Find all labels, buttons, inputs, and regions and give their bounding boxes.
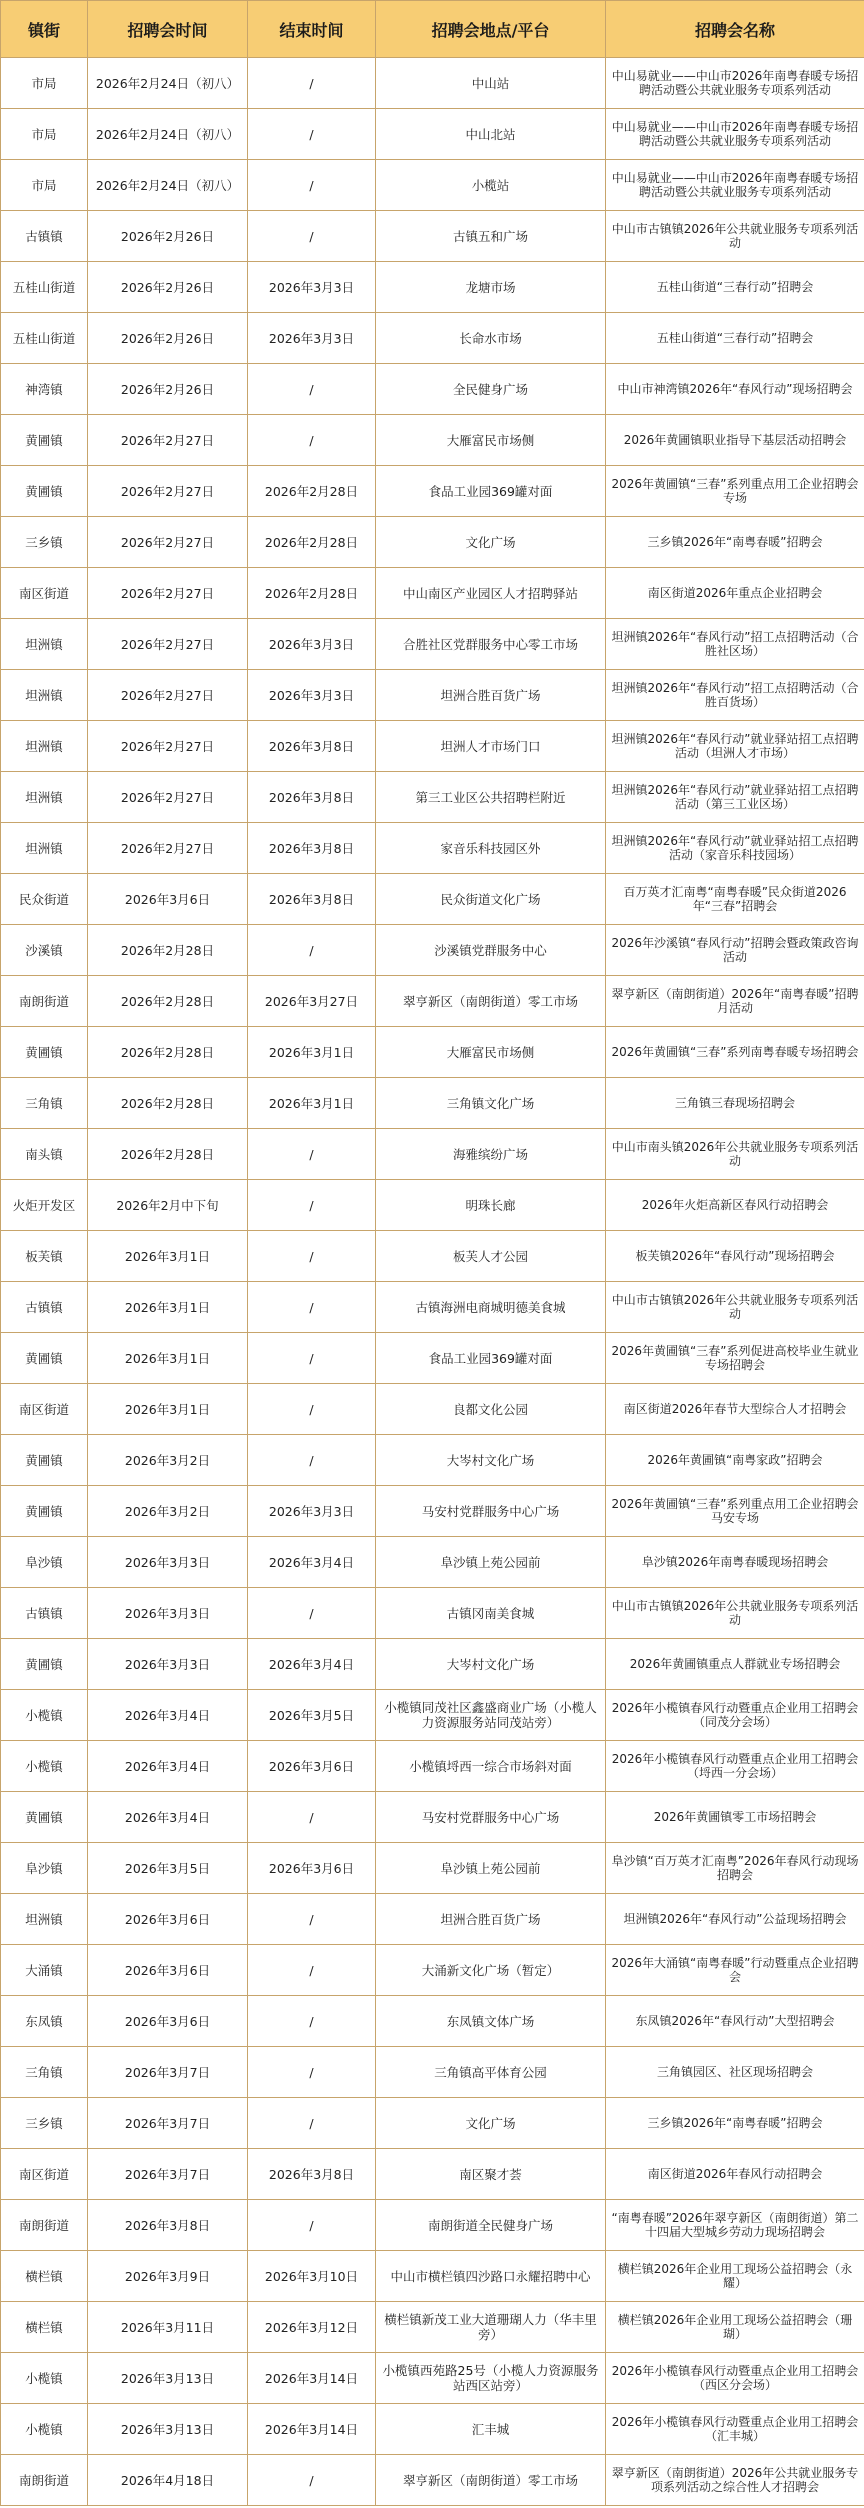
cell-venue: 中山南区产业园区人才招聘驿站 bbox=[376, 568, 606, 619]
cell-town: 坦洲镇 bbox=[1, 772, 88, 823]
cell-town: 小榄镇 bbox=[1, 1690, 88, 1741]
table-row bbox=[1, 2251, 864, 2302]
cell-start-time: 2026年2月27日 bbox=[88, 466, 248, 517]
cell-fair-name: 翠亨新区（南朗街道）2026年公共就业服务专项系列活动之综合性人才招聘会 bbox=[606, 2455, 864, 2506]
cell-venue: 海雅缤纷广场 bbox=[376, 1129, 606, 1180]
cell-fair-name: 2026年黄圃镇“三春”系列重点用工企业招聘会马安专场 bbox=[606, 1486, 864, 1537]
cell-town: 小榄镇 bbox=[1, 1741, 88, 1792]
table-row bbox=[1, 619, 864, 670]
cell-town: 三角镇 bbox=[1, 2047, 88, 2098]
cell-venue: 南区聚才荟 bbox=[376, 2149, 606, 2200]
cell-start-time: 2026年2月27日 bbox=[88, 568, 248, 619]
cell-venue: 文化广场 bbox=[376, 517, 606, 568]
table-row bbox=[1, 670, 864, 721]
table-row bbox=[1, 1639, 864, 1690]
cell-town: 阜沙镇 bbox=[1, 1843, 88, 1894]
cell-venue: 坦洲合胜百货广场 bbox=[376, 1894, 606, 1945]
cell-end-time: / bbox=[248, 160, 376, 211]
cell-end-time: / bbox=[248, 1333, 376, 1384]
cell-end-time: / bbox=[248, 1180, 376, 1231]
cell-fair-name: 2026年小榄镇春风行动暨重点企业用工招聘会（汇丰城） bbox=[606, 2404, 864, 2455]
cell-town: 火炬开发区 bbox=[1, 1180, 88, 1231]
cell-venue: 古镇冈南美食城 bbox=[376, 1588, 606, 1639]
cell-end-time: 2026年3月6日 bbox=[248, 1843, 376, 1894]
cell-end-time: / bbox=[248, 1384, 376, 1435]
cell-start-time: 2026年3月2日 bbox=[88, 1435, 248, 1486]
table-row bbox=[1, 823, 864, 874]
cell-start-time: 2026年3月6日 bbox=[88, 1894, 248, 1945]
cell-fair-name: 2026年沙溪镇“春风行动”招聘会暨政策政咨询活动 bbox=[606, 925, 864, 976]
table-row bbox=[1, 211, 864, 262]
cell-start-time: 2026年3月2日 bbox=[88, 1486, 248, 1537]
cell-end-time: 2026年3月3日 bbox=[248, 1486, 376, 1537]
cell-town: 横栏镇 bbox=[1, 2302, 88, 2353]
cell-fair-name: 中山市南头镇2026年公共就业服务专项系列活动 bbox=[606, 1129, 864, 1180]
cell-fair-name: 三角镇三春现场招聘会 bbox=[606, 1078, 864, 1129]
table-row bbox=[1, 1180, 864, 1231]
cell-start-time: 2026年3月3日 bbox=[88, 1537, 248, 1588]
cell-start-time: 2026年3月7日 bbox=[88, 2149, 248, 2200]
table-row bbox=[1, 1282, 864, 1333]
table-row bbox=[1, 1792, 864, 1843]
cell-start-time: 2026年3月13日 bbox=[88, 2404, 248, 2455]
cell-venue: 小榄站 bbox=[376, 160, 606, 211]
cell-town: 板芙镇 bbox=[1, 1231, 88, 1282]
cell-start-time: 2026年2月26日 bbox=[88, 262, 248, 313]
cell-town: 坦洲镇 bbox=[1, 1894, 88, 1945]
cell-fair-name: 坦洲镇2026年“春风行动”公益现场招聘会 bbox=[606, 1894, 864, 1945]
cell-fair-name: 2026年大涌镇“南粤春暖”行动暨重点企业招聘会 bbox=[606, 1945, 864, 1996]
cell-start-time: 2026年3月6日 bbox=[88, 874, 248, 925]
cell-start-time: 2026年2月27日 bbox=[88, 823, 248, 874]
cell-fair-name: 坦洲镇2026年“春风行动”就业驿站招工点招聘活动（家音乐科技园场） bbox=[606, 823, 864, 874]
cell-end-time: / bbox=[248, 2047, 376, 2098]
cell-start-time: 2026年3月1日 bbox=[88, 1333, 248, 1384]
cell-start-time: 2026年3月7日 bbox=[88, 2047, 248, 2098]
cell-start-time: 2026年3月6日 bbox=[88, 1945, 248, 1996]
table-row bbox=[1, 1690, 864, 1741]
cell-town: 五桂山街道 bbox=[1, 262, 88, 313]
cell-fair-name: 三角镇园区、社区现场招聘会 bbox=[606, 2047, 864, 2098]
cell-venue: 中山市横栏镇四沙路口永耀招聘中心 bbox=[376, 2251, 606, 2302]
cell-town: 南区街道 bbox=[1, 2149, 88, 2200]
cell-town: 黄圃镇 bbox=[1, 1027, 88, 1078]
cell-end-time: / bbox=[248, 1945, 376, 1996]
cell-venue: 民众街道文化广场 bbox=[376, 874, 606, 925]
cell-venue: 中山北站 bbox=[376, 109, 606, 160]
cell-end-time: / bbox=[248, 2098, 376, 2149]
cell-town: 坦洲镇 bbox=[1, 670, 88, 721]
cell-fair-name: 中山市古镇镇2026年公共就业服务专项系列活动 bbox=[606, 211, 864, 262]
cell-venue: 马安村党群服务中心广场 bbox=[376, 1486, 606, 1537]
cell-venue: 坦洲人才市场门口 bbox=[376, 721, 606, 772]
cell-start-time: 2026年2月27日 bbox=[88, 772, 248, 823]
cell-fair-name: 2026年黄圃镇“南粤家政”招聘会 bbox=[606, 1435, 864, 1486]
cell-start-time: 2026年3月11日 bbox=[88, 2302, 248, 2353]
cell-start-time: 2026年2月中下旬 bbox=[88, 1180, 248, 1231]
table-row bbox=[1, 1231, 864, 1282]
table-row bbox=[1, 1486, 864, 1537]
cell-start-time: 2026年3月5日 bbox=[88, 1843, 248, 1894]
cell-end-time: 2026年3月4日 bbox=[248, 1639, 376, 1690]
cell-start-time: 2026年3月1日 bbox=[88, 1384, 248, 1435]
cell-venue: 龙塘市场 bbox=[376, 262, 606, 313]
cell-start-time: 2026年3月4日 bbox=[88, 1690, 248, 1741]
cell-start-time: 2026年2月24日（初八） bbox=[88, 160, 248, 211]
cell-fair-name: 中山市古镇镇2026年公共就业服务专项系列活动 bbox=[606, 1588, 864, 1639]
cell-venue: 文化广场 bbox=[376, 2098, 606, 2149]
table-row bbox=[1, 1384, 864, 1435]
cell-venue: 沙溪镇党群服务中心 bbox=[376, 925, 606, 976]
cell-town: 古镇镇 bbox=[1, 1588, 88, 1639]
cell-start-time: 2026年2月28日 bbox=[88, 976, 248, 1027]
cell-town: 黄圃镇 bbox=[1, 1333, 88, 1384]
cell-start-time: 2026年3月13日 bbox=[88, 2353, 248, 2404]
cell-fair-name: 坦洲镇2026年“春风行动”招工点招聘活动（合胜百货场） bbox=[606, 670, 864, 721]
cell-fair-name: 2026年黄圃镇重点人群就业专场招聘会 bbox=[606, 1639, 864, 1690]
cell-venue: 古镇海洲电商城明德美食城 bbox=[376, 1282, 606, 1333]
cell-end-time: / bbox=[248, 415, 376, 466]
cell-venue: 三角镇高平体育公园 bbox=[376, 2047, 606, 2098]
table-row bbox=[1, 1843, 864, 1894]
table-row bbox=[1, 1537, 864, 1588]
cell-fair-name: 2026年火炬高新区春风行动招聘会 bbox=[606, 1180, 864, 1231]
table-row bbox=[1, 2353, 864, 2404]
cell-fair-name: 2026年小榄镇春风行动暨重点企业用工招聘会（同茂分会场） bbox=[606, 1690, 864, 1741]
cell-town: 三乡镇 bbox=[1, 2098, 88, 2149]
cell-fair-name: 2026年黄圃镇“三春”系列南粤春暖专场招聘会 bbox=[606, 1027, 864, 1078]
cell-end-time: / bbox=[248, 211, 376, 262]
cell-end-time: 2026年3月10日 bbox=[248, 2251, 376, 2302]
cell-start-time: 2026年2月28日 bbox=[88, 1129, 248, 1180]
table-row bbox=[1, 313, 864, 364]
table-row bbox=[1, 58, 864, 109]
header-start-time: 招聘会时间 bbox=[88, 1, 248, 58]
table-row bbox=[1, 1894, 864, 1945]
cell-start-time: 2026年2月24日（初八） bbox=[88, 109, 248, 160]
cell-end-time: 2026年3月6日 bbox=[248, 1741, 376, 1792]
cell-town: 小榄镇 bbox=[1, 2404, 88, 2455]
cell-start-time: 2026年3月7日 bbox=[88, 2098, 248, 2149]
table-row bbox=[1, 1078, 864, 1129]
table-row bbox=[1, 517, 864, 568]
cell-fair-name: 翠亨新区（南朗街道）2026年“南粤春暖”招聘月活动 bbox=[606, 976, 864, 1027]
cell-end-time: 2026年3月8日 bbox=[248, 2149, 376, 2200]
cell-end-time: 2026年3月1日 bbox=[248, 1078, 376, 1129]
cell-start-time: 2026年2月24日（初八） bbox=[88, 58, 248, 109]
table-row bbox=[1, 721, 864, 772]
cell-venue: 大岑村文化广场 bbox=[376, 1435, 606, 1486]
cell-fair-name: 中山市古镇镇2026年公共就业服务专项系列活动 bbox=[606, 1282, 864, 1333]
cell-venue: 大涌新文化广场（暂定） bbox=[376, 1945, 606, 1996]
table-row bbox=[1, 2149, 864, 2200]
cell-venue: 小榄镇西苑路25号（小榄人力资源服务站西区站旁） bbox=[376, 2353, 606, 2404]
table-row bbox=[1, 364, 864, 415]
cell-start-time: 2026年3月1日 bbox=[88, 1282, 248, 1333]
table-row bbox=[1, 772, 864, 823]
cell-venue: 三角镇文化广场 bbox=[376, 1078, 606, 1129]
cell-end-time: 2026年3月1日 bbox=[248, 1027, 376, 1078]
table-row bbox=[1, 1996, 864, 2047]
cell-town: 黄圃镇 bbox=[1, 466, 88, 517]
cell-end-time: / bbox=[248, 1435, 376, 1486]
cell-town: 黄圃镇 bbox=[1, 1486, 88, 1537]
cell-end-time: / bbox=[248, 2455, 376, 2506]
cell-venue: 翠亨新区（南朗街道）零工市场 bbox=[376, 976, 606, 1027]
table-row bbox=[1, 925, 864, 976]
cell-fair-name: 南区街道2026年春风行动招聘会 bbox=[606, 2149, 864, 2200]
cell-end-time: 2026年3月8日 bbox=[248, 721, 376, 772]
table-row bbox=[1, 1588, 864, 1639]
table-row bbox=[1, 2098, 864, 2149]
cell-end-time: 2026年3月3日 bbox=[248, 262, 376, 313]
cell-fair-name: 板芙镇2026年“春风行动”现场招聘会 bbox=[606, 1231, 864, 1282]
cell-town: 东凤镇 bbox=[1, 1996, 88, 2047]
cell-town: 南区街道 bbox=[1, 1384, 88, 1435]
cell-fair-name: 南区街道2026年重点企业招聘会 bbox=[606, 568, 864, 619]
cell-town: 南朗街道 bbox=[1, 2455, 88, 2506]
table-row bbox=[1, 1129, 864, 1180]
cell-venue: 南朗街道全民健身广场 bbox=[376, 2200, 606, 2251]
cell-fair-name: 中山易就业——中山市2026年南粤春暖专场招聘活动暨公共就业服务专项系列活动 bbox=[606, 109, 864, 160]
table-row bbox=[1, 1945, 864, 1996]
cell-start-time: 2026年2月28日 bbox=[88, 925, 248, 976]
cell-town: 古镇镇 bbox=[1, 1282, 88, 1333]
cell-fair-name: 横栏镇2026年企业用工现场公益招聘会（永耀） bbox=[606, 2251, 864, 2302]
cell-fair-name: 坦洲镇2026年“春风行动”就业驿站招工点招聘活动（第三工业区场） bbox=[606, 772, 864, 823]
table-row bbox=[1, 2047, 864, 2098]
cell-end-time: / bbox=[248, 925, 376, 976]
cell-end-time: 2026年3月8日 bbox=[248, 772, 376, 823]
cell-venue: 汇丰城 bbox=[376, 2404, 606, 2455]
cell-end-time: / bbox=[248, 1231, 376, 1282]
cell-fair-name: 五桂山街道“三春行动”招聘会 bbox=[606, 262, 864, 313]
cell-end-time: 2026年3月3日 bbox=[248, 670, 376, 721]
cell-venue: 古镇五和广场 bbox=[376, 211, 606, 262]
cell-venue: 东凤镇文体广场 bbox=[376, 1996, 606, 2047]
cell-fair-name: 2026年小榄镇春风行动暨重点企业用工招聘会（西区分会场） bbox=[606, 2353, 864, 2404]
cell-start-time: 2026年3月9日 bbox=[88, 2251, 248, 2302]
table-row bbox=[1, 1741, 864, 1792]
cell-town: 坦洲镇 bbox=[1, 619, 88, 670]
cell-venue: 小榄镇埒西一综合市场斜对面 bbox=[376, 1741, 606, 1792]
cell-fair-name: 2026年黄圃镇“三春”系列重点用工企业招聘会专场 bbox=[606, 466, 864, 517]
cell-town: 大涌镇 bbox=[1, 1945, 88, 1996]
cell-town: 市局 bbox=[1, 160, 88, 211]
cell-town: 阜沙镇 bbox=[1, 1537, 88, 1588]
cell-venue: 横栏镇新茂工业大道珊瑚人力（华丰里旁） bbox=[376, 2302, 606, 2353]
cell-town: 黄圃镇 bbox=[1, 1639, 88, 1690]
cell-town: 市局 bbox=[1, 109, 88, 160]
cell-start-time: 2026年2月27日 bbox=[88, 619, 248, 670]
table-row bbox=[1, 466, 864, 517]
cell-fair-name: 三乡镇2026年“南粤春暖”招聘会 bbox=[606, 517, 864, 568]
cell-venue: 全民健身广场 bbox=[376, 364, 606, 415]
cell-end-time: / bbox=[248, 1894, 376, 1945]
cell-town: 黄圃镇 bbox=[1, 415, 88, 466]
cell-town: 三乡镇 bbox=[1, 517, 88, 568]
cell-fair-name: 中山易就业——中山市2026年南粤春暖专场招聘活动暨公共就业服务专项系列活动 bbox=[606, 58, 864, 109]
cell-end-time: 2026年2月28日 bbox=[248, 517, 376, 568]
table-row bbox=[1, 1027, 864, 1078]
cell-fair-name: 阜沙镇2026年南粤春暖现场招聘会 bbox=[606, 1537, 864, 1588]
table-header-row bbox=[1, 1, 864, 58]
cell-fair-name: “南粤春暖”2026年翠亨新区（南朗街道）第二十四届大型城乡劳动力现场招聘会 bbox=[606, 2200, 864, 2251]
cell-end-time: 2026年2月28日 bbox=[248, 466, 376, 517]
cell-venue: 合胜社区党群服务中心零工市场 bbox=[376, 619, 606, 670]
cell-start-time: 2026年2月27日 bbox=[88, 670, 248, 721]
cell-venue: 阜沙镇上苑公园前 bbox=[376, 1843, 606, 1894]
cell-town: 古镇镇 bbox=[1, 211, 88, 262]
header-venue: 招聘会地点/平台 bbox=[376, 1, 606, 58]
cell-end-time: / bbox=[248, 1792, 376, 1843]
cell-end-time: 2026年3月14日 bbox=[248, 2353, 376, 2404]
cell-start-time: 2026年3月6日 bbox=[88, 1996, 248, 2047]
table-row bbox=[1, 1435, 864, 1486]
cell-town: 市局 bbox=[1, 58, 88, 109]
cell-start-time: 2026年2月27日 bbox=[88, 721, 248, 772]
table-row bbox=[1, 160, 864, 211]
cell-venue: 坦洲合胜百货广场 bbox=[376, 670, 606, 721]
table-row bbox=[1, 262, 864, 313]
cell-venue: 家音乐科技园区外 bbox=[376, 823, 606, 874]
cell-fair-name: 南区街道2026年春节大型综合人才招聘会 bbox=[606, 1384, 864, 1435]
cell-start-time: 2026年3月1日 bbox=[88, 1231, 248, 1282]
header-town: 镇街 bbox=[1, 1, 88, 58]
cell-town: 小榄镇 bbox=[1, 2353, 88, 2404]
cell-fair-name: 横栏镇2026年企业用工现场公益招聘会（珊瑚） bbox=[606, 2302, 864, 2353]
table-row bbox=[1, 976, 864, 1027]
cell-start-time: 2026年3月3日 bbox=[88, 1588, 248, 1639]
cell-end-time: 2026年3月3日 bbox=[248, 313, 376, 364]
cell-end-time: / bbox=[248, 1996, 376, 2047]
cell-fair-name: 2026年黄圃镇职业指导下基层活动招聘会 bbox=[606, 415, 864, 466]
cell-fair-name: 2026年黄圃镇零工市场招聘会 bbox=[606, 1792, 864, 1843]
cell-start-time: 2026年2月26日 bbox=[88, 313, 248, 364]
header-end-time: 结束时间 bbox=[248, 1, 376, 58]
cell-town: 坦洲镇 bbox=[1, 823, 88, 874]
cell-fair-name: 2026年小榄镇春风行动暨重点企业用工招聘会（埒西一分会场） bbox=[606, 1741, 864, 1792]
cell-venue: 大雁富民市场侧 bbox=[376, 1027, 606, 1078]
cell-fair-name: 阜沙镇“百万英才汇南粤”2026年春风行动现场招聘会 bbox=[606, 1843, 864, 1894]
table-body bbox=[1, 58, 864, 2506]
cell-venue: 阜沙镇上苑公园前 bbox=[376, 1537, 606, 1588]
cell-fair-name: 2026年黄圃镇“三春”系列促进高校毕业生就业专场招聘会 bbox=[606, 1333, 864, 1384]
cell-town: 南区街道 bbox=[1, 568, 88, 619]
cell-venue: 板芙人才公园 bbox=[376, 1231, 606, 1282]
cell-end-time: 2026年3月8日 bbox=[248, 823, 376, 874]
cell-start-time: 2026年2月26日 bbox=[88, 211, 248, 262]
cell-start-time: 2026年2月28日 bbox=[88, 1078, 248, 1129]
header-fair-name: 招聘会名称 bbox=[606, 1, 864, 58]
cell-venue: 第三工业区公共招聘栏附近 bbox=[376, 772, 606, 823]
cell-end-time: 2026年3月4日 bbox=[248, 1537, 376, 1588]
cell-start-time: 2026年2月28日 bbox=[88, 1027, 248, 1078]
cell-end-time: / bbox=[248, 109, 376, 160]
cell-end-time: 2026年3月5日 bbox=[248, 1690, 376, 1741]
cell-end-time: 2026年3月8日 bbox=[248, 874, 376, 925]
cell-town: 坦洲镇 bbox=[1, 721, 88, 772]
cell-end-time: / bbox=[248, 1129, 376, 1180]
cell-town: 横栏镇 bbox=[1, 2251, 88, 2302]
cell-fair-name: 五桂山街道“三春行动”招聘会 bbox=[606, 313, 864, 364]
table-row bbox=[1, 568, 864, 619]
cell-venue: 食品工业园369罐对面 bbox=[376, 1333, 606, 1384]
cell-venue: 长命水市场 bbox=[376, 313, 606, 364]
table-row bbox=[1, 2455, 864, 2506]
cell-end-time: / bbox=[248, 58, 376, 109]
cell-venue: 马安村党群服务中心广场 bbox=[376, 1792, 606, 1843]
cell-end-time: 2026年3月3日 bbox=[248, 619, 376, 670]
cell-start-time: 2026年2月26日 bbox=[88, 364, 248, 415]
cell-fair-name: 中山易就业——中山市2026年南粤春暖专场招聘活动暨公共就业服务专项系列活动 bbox=[606, 160, 864, 211]
cell-venue: 大岑村文化广场 bbox=[376, 1639, 606, 1690]
table-row bbox=[1, 2404, 864, 2455]
cell-end-time: / bbox=[248, 1282, 376, 1333]
cell-start-time: 2026年2月27日 bbox=[88, 517, 248, 568]
cell-town: 南朗街道 bbox=[1, 2200, 88, 2251]
cell-start-time: 2026年3月4日 bbox=[88, 1741, 248, 1792]
cell-fair-name: 东凤镇2026年“春风行动”大型招聘会 bbox=[606, 1996, 864, 2047]
cell-town: 沙溪镇 bbox=[1, 925, 88, 976]
cell-start-time: 2026年4月18日 bbox=[88, 2455, 248, 2506]
cell-venue: 明珠长廊 bbox=[376, 1180, 606, 1231]
cell-fair-name: 百万英才汇南粤“南粤春暖”民众街道2026年“三春”招聘会 bbox=[606, 874, 864, 925]
cell-start-time: 2026年3月4日 bbox=[88, 1792, 248, 1843]
cell-venue: 食品工业园369罐对面 bbox=[376, 466, 606, 517]
table-row bbox=[1, 1333, 864, 1384]
table-row bbox=[1, 874, 864, 925]
cell-town: 三角镇 bbox=[1, 1078, 88, 1129]
table-row bbox=[1, 2200, 864, 2251]
cell-fair-name: 坦洲镇2026年“春风行动”就业驿站招工点招聘活动（坦洲人才市场） bbox=[606, 721, 864, 772]
cell-venue: 中山站 bbox=[376, 58, 606, 109]
cell-town: 五桂山街道 bbox=[1, 313, 88, 364]
cell-venue: 大雁富民市场侧 bbox=[376, 415, 606, 466]
cell-start-time: 2026年3月8日 bbox=[88, 2200, 248, 2251]
cell-end-time: 2026年3月14日 bbox=[248, 2404, 376, 2455]
cell-end-time: / bbox=[248, 2200, 376, 2251]
cell-end-time: 2026年2月28日 bbox=[248, 568, 376, 619]
cell-fair-name: 坦洲镇2026年“春风行动”招工点招聘活动（合胜社区场） bbox=[606, 619, 864, 670]
cell-venue: 翠亨新区（南朗街道）零工市场 bbox=[376, 2455, 606, 2506]
cell-town: 南头镇 bbox=[1, 1129, 88, 1180]
cell-town: 神湾镇 bbox=[1, 364, 88, 415]
cell-venue: 良都文化公园 bbox=[376, 1384, 606, 1435]
cell-end-time: 2026年3月27日 bbox=[248, 976, 376, 1027]
cell-end-time: / bbox=[248, 364, 376, 415]
cell-end-time: / bbox=[248, 1588, 376, 1639]
cell-end-time: 2026年3月12日 bbox=[248, 2302, 376, 2353]
cell-town: 黄圃镇 bbox=[1, 1435, 88, 1486]
cell-start-time: 2026年2月27日 bbox=[88, 415, 248, 466]
cell-town: 南朗街道 bbox=[1, 976, 88, 1027]
cell-fair-name: 中山市神湾镇2026年“春风行动”现场招聘会 bbox=[606, 364, 864, 415]
cell-start-time: 2026年3月3日 bbox=[88, 1639, 248, 1690]
table-row bbox=[1, 109, 864, 160]
cell-town: 民众街道 bbox=[1, 874, 88, 925]
cell-fair-name: 三乡镇2026年“南粤春暖”招聘会 bbox=[606, 2098, 864, 2149]
cell-venue: 小榄镇同茂社区鑫盛商业广场（小榄人力资源服务站同茂站旁） bbox=[376, 1690, 606, 1741]
table-row bbox=[1, 415, 864, 466]
table-row bbox=[1, 2302, 864, 2353]
cell-town: 黄圃镇 bbox=[1, 1792, 88, 1843]
